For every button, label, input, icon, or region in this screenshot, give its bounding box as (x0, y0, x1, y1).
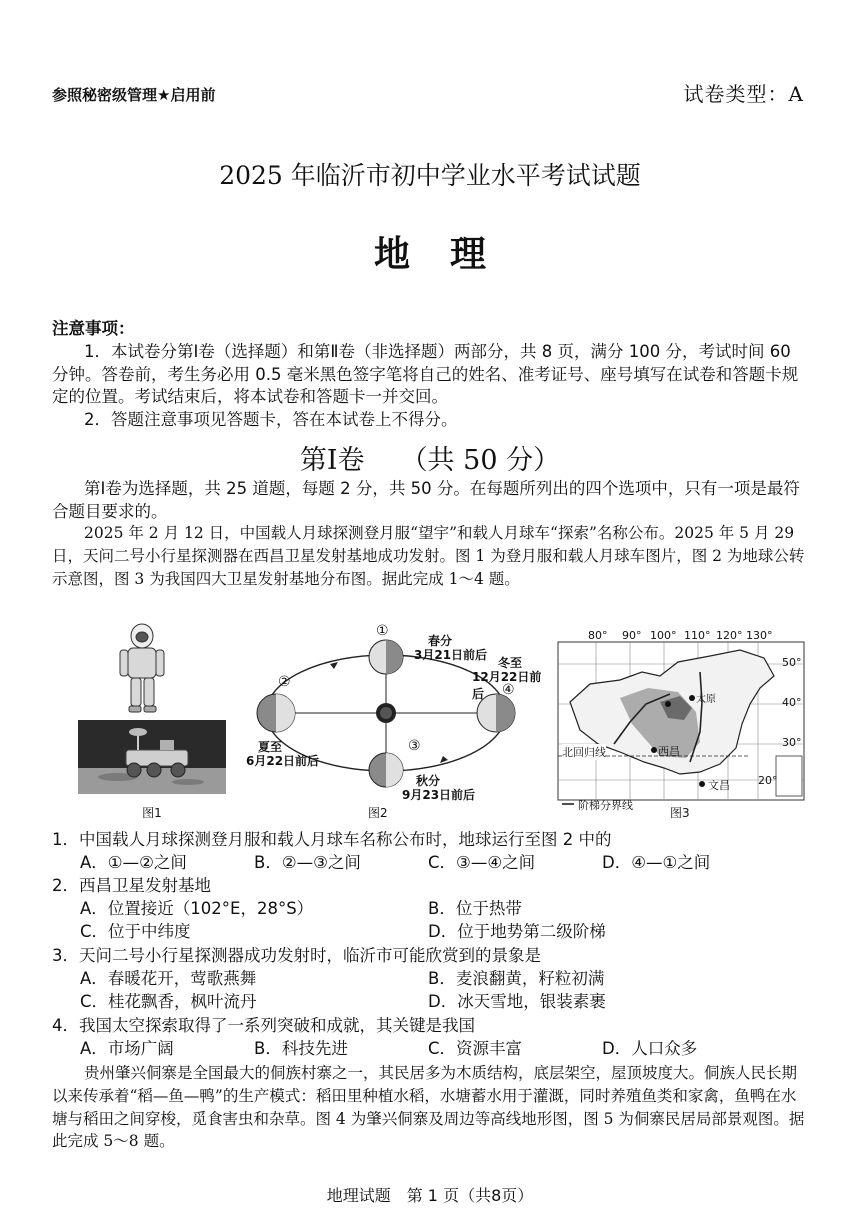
question-1-option-b[interactable]: B．②—③之间 (254, 853, 361, 872)
question-2-option-a[interactable]: A．位置接近（102°E，28°S） (80, 899, 314, 918)
earth-orbit-diagram (238, 620, 548, 800)
question-1-stem: 1．中国载人月球探测登月服和载人月球车名称公布时，地球运行至图 2 中的 (52, 830, 612, 849)
question-3-option-d[interactable]: D．冰天雪地，银装素裹 (428, 992, 606, 1011)
wenchang-label: 文昌 (708, 779, 730, 792)
lon-130-label: 130° (746, 629, 773, 642)
question-4-option-a[interactable]: A．市场广阔 (80, 1039, 174, 1058)
subject-title: 地理 (373, 234, 526, 275)
paper-type-label: 试卷类型：A (683, 82, 804, 106)
earth-summer-icon (257, 694, 295, 732)
figure-3 (550, 629, 812, 822)
question-1-option-a[interactable]: A．①—②之间 (80, 853, 187, 872)
question-3-option-c[interactable]: C．桂花飘香，枫叶流丹 (80, 992, 257, 1011)
figure-2 (238, 620, 548, 820)
question-4-option-c[interactable]: C．资源丰富 (428, 1039, 523, 1058)
question-2-option-b[interactable]: B．位于热带 (428, 899, 522, 918)
notice-item-2: 2．答题注意事项见答题卡，答在本试卷上不得分。 (84, 410, 458, 429)
sun-icon (376, 703, 396, 723)
question-1 (52, 828, 812, 874)
passage-1: 2025 年 2 月 12 日，中国载人月球探测登月服“望宇”和载人月球车“探索”名称公布。2025 年 5 月 29 日，天问二号小行星探测器在西昌卫星发射基地成功发射。图 1 为登月服和载人月球车图片，图 2 为地球公转示意图，图 3 为我国四大卫星发射基地分布图。据此完成 1～4 题。 (52, 524, 805, 588)
part1-instruction: 第Ⅰ卷为选择题，共 25 道题，每题 2 分，共 50 分。在每题所列出的四个选项中，只有一项是最符合题目要求的。 (52, 479, 800, 521)
question-4 (52, 1014, 812, 1060)
question-4-stem: 4．我国太空探索取得了一系列突破和成就，其关键是我国 (52, 1016, 475, 1035)
question-1-option-c[interactable]: C．③—④之间 (428, 853, 536, 872)
question-3-stem: 3．天问二号小行星探测器成功发射时，临沂市可能欣赏到的景象是 (52, 946, 541, 965)
autumn-label: 秋分 (416, 774, 441, 788)
astronaut-image (120, 624, 164, 712)
figure-1 (78, 622, 226, 820)
orbit-point-1: ① (376, 623, 389, 639)
part1-score: （共 50 分） (400, 445, 561, 476)
spring-label: 春分 (428, 634, 453, 648)
question-3-option-b[interactable]: B．麦浪翻黄，籽粒初满 (428, 969, 605, 988)
spring-date: 3月21日前后 (414, 648, 488, 662)
lat-30-label: 30° (782, 736, 802, 749)
earth-spring-icon (369, 640, 403, 674)
tropic-label: 北回归线 (562, 746, 606, 759)
lat-40-label: 40° (782, 696, 802, 709)
jiuquan-site-marker (665, 701, 671, 707)
page-footer: 地理试题 第 1 页（共8页） (326, 1186, 534, 1205)
part1-name: 第Ⅰ卷 (299, 445, 365, 476)
autumn-date: 9月23日前后 (402, 788, 476, 802)
rover-image (78, 720, 226, 794)
notice-item-1: 1．本试卷分第Ⅰ卷（选择题）和第Ⅱ卷（非选择题）两部分，共 8 页，满分 100 分，考试时间 60 分钟。答卷前，考生务必用 0.5 毫米黑色签字笔将自己的姓名、准考证号、座号填写在试卷和答题卡规定的位置。考试结束后，将本试卷和答题卡一并交回。 (52, 342, 799, 406)
question-4-option-b[interactable]: B．科技先进 (254, 1039, 348, 1058)
question-4-options (52, 1037, 812, 1060)
notice-heading: 注意事项： (52, 319, 135, 338)
lat-50-label: 50° (782, 656, 802, 669)
orbit-point-3: ③ (408, 738, 421, 754)
winter-label: 冬至 (498, 656, 523, 670)
exam-title: 2025 年临沂市初中学业水平考试试题 (219, 161, 641, 190)
question-3-options-row-1 (52, 967, 812, 990)
question-4-option-d[interactable]: D．人口众多 (602, 1039, 698, 1058)
summer-date: 6月22日前后 (246, 754, 320, 768)
earth-autumn-icon (369, 753, 403, 787)
question-3-options-row-2 (52, 990, 812, 1013)
figure-3-caption: 图3 (670, 806, 690, 820)
xichang-label: 西昌 (658, 745, 680, 758)
summer-label: 夏至 (258, 740, 283, 754)
lon-80-label: 80° (588, 629, 608, 642)
figure-2-caption: 图2 (368, 806, 388, 820)
question-1-options (52, 851, 812, 874)
question-2-option-c[interactable]: C．位于中纬度 (80, 922, 191, 941)
astronaut-rover-illustration (78, 622, 226, 802)
wenchang-site-marker (699, 781, 705, 787)
part1-title (0, 438, 860, 477)
lat-20-label: 20° (758, 774, 778, 787)
lon-100-label: 100° (650, 629, 677, 642)
xichang-site-marker (651, 747, 657, 753)
legend-step-boundary: 阶梯分界线 (578, 799, 633, 812)
orbit-point-4: ④ (502, 682, 515, 698)
orbit-point-2: ② (278, 674, 291, 690)
question-2-stem: 2．西昌卫星发射基地 (52, 876, 211, 895)
question-2-options-row-2 (52, 920, 812, 943)
question-3-option-a[interactable]: A．春暖花开，莺歌燕舞 (80, 969, 257, 988)
question-3 (52, 944, 812, 1013)
lon-110-label: 110° (684, 629, 711, 642)
question-2 (52, 874, 812, 943)
question-2-option-d[interactable]: D．位于地势第二级阶梯 (428, 922, 606, 941)
question-1-option-d[interactable]: D．④—①之间 (602, 853, 711, 872)
lon-120-label: 120° (716, 629, 743, 642)
lon-90-label: 90° (622, 629, 642, 642)
winter-date: 12月22日前后 (472, 670, 542, 701)
taiyuan-site-marker (689, 695, 695, 701)
taiyuan-label: 太原 (696, 694, 716, 705)
question-2-options-row-1 (52, 897, 812, 920)
figure-1-caption: 图1 (142, 806, 162, 820)
passage-2: 贵州肇兴侗寨是全国最大的侗族村寨之一，其民居多为木质结构，底层架空，屋顶坡度大。侗族人民长期以来传承着“稻—鱼—鸭”的生产模式：稻田里种植水稻，水塘蓄水用于灌溉，同时养殖鱼类和家禽，鱼鸭在水塘与稻田之间穿梭，觅食害虫和杂草。图 4 为肇兴侗寨及周边等高线地形图，图 5 为侗寨民居局部景观图。据此完成 5～8 题。 (52, 1064, 805, 1151)
confidentiality-label: 参照秘密级管理★启用前 (52, 86, 216, 104)
